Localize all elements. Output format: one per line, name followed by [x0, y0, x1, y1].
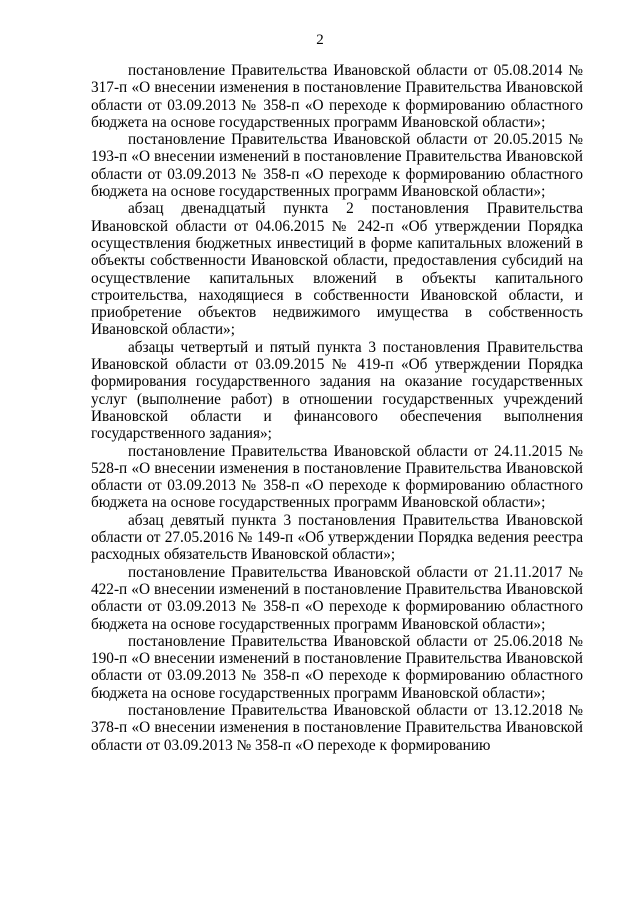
page-number: 2: [316, 32, 324, 48]
paragraph-5: постановление Правительства Ивановской области от 24.11.2015 № 528-п «О внесении изменения в постановление Правительства Ивановской области от 03.09.2013 № 358-п «О переходе к формированию областного бюджета на основе государственных программ Ивановской области»;: [91, 442, 583, 512]
paragraph-9: постановление Правительства Ивановской области от 13.12.2018 № 378-п «О внесении изменения в постановление Правительства Ивановской области от 03.09.2013 № 358-п «О переходе к формированию: [91, 701, 583, 754]
paragraph-3: абзац двенадцатый пункта 2 постановления Правительства Ивановской области от 04.06.2015 № 242-п «Об утверждении Порядка осуществления бюджетных инвестиций в форме капитальных вложений в объекты собственности Ивановской области, предоставления субсидий на осуществление капитальных вложений в объекты капитального строительства, находящиеся в собственности Ивановской области, и приобретение объектов недвижимого имущества в собственность Ивановской области»;: [91, 200, 583, 339]
paragraph-6: абзац девятый пункта 3 постановления Правительства Ивановской области от 27.05.2016 № 149-п «Об утверждении Порядка ведения реестра расходных обязательств Ивановской области»;: [91, 511, 583, 564]
paragraph-1: постановление Правительства Ивановской области от 05.08.2014 № 317-п «О внесении изменения в постановление Правительства Ивановской области от 03.09.2013 № 358-п «О переходе к формированию областного бюджета на основе государственных программ Ивановской области»;: [91, 62, 583, 131]
paragraph-2: постановление Правительства Ивановской области от 20.05.2015 № 193-п «О внесении изменений в постановление Правительства Ивановской области от 03.09.2013 № 358-п «О переходе к формированию областного бюджета на основе государственных программ Ивановской области»;: [91, 131, 583, 201]
document-body: [91, 62, 583, 754]
paragraph-7: постановление Правительства Ивановской области от 21.11.2017 № 422-п «О внесении изменений в постановление Правительства Ивановской области от 03.09.2013 № 358-п «О переходе к формированию областного бюджета на основе государственных программ Ивановской области»;: [91, 563, 583, 633]
paragraph-4: абзацы четвертый и пятый пункта 3 постановления Правительства Ивановской области от 03.09.2015 № 419-п «Об утверждении Порядка формирования государственного задания на оказание государственных услуг (выполнение работ) в отношении государственных учреждений Ивановской области и финансового обеспечения выполнения государственного задания»;: [91, 338, 583, 443]
paragraph-8: постановление Правительства Ивановской области от 25.06.2018 № 190-п «О внесении изменений в постановление Правительства Ивановской области от 03.09.2013 № 358-п «О переходе к формированию областного бюджета на основе государственных программ Ивановской области»;: [91, 632, 583, 702]
